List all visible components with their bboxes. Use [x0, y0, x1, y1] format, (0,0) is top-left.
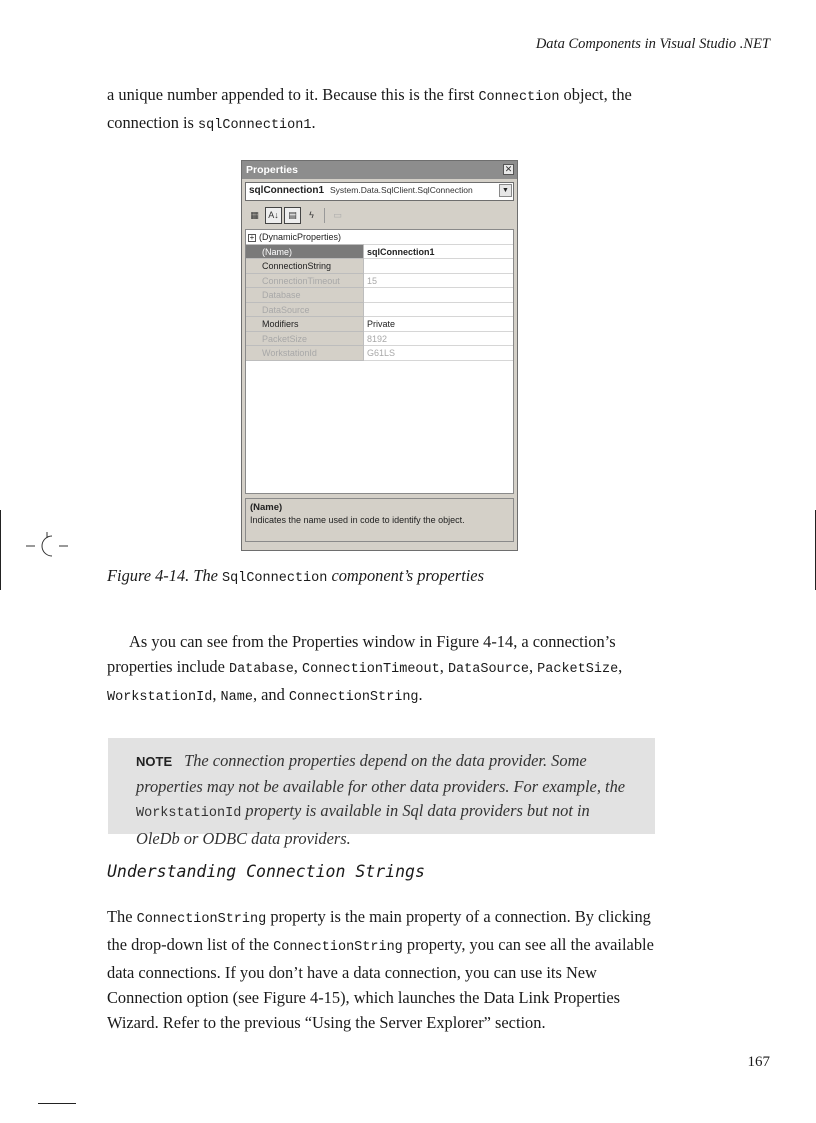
property-name: DataSource [246, 303, 364, 318]
code-term: SqlConnection [222, 571, 328, 586]
property-value [364, 303, 513, 318]
property-name: (Name) [246, 245, 364, 260]
page-number: 167 [747, 1054, 770, 1070]
paragraph-properties: As you can see from the Properties window in Figure 4-14, a connection’s properties include Database, ConnectionTimeout, DataSource, PacketSize, WorkstationId, Name, and ConnectionString. [107, 632, 623, 705]
crop-mark-left [0, 510, 1, 590]
text: The connection properties depend on the data provider. Some properties may not be available for other data providers. For example, the [136, 751, 626, 796]
object-selector[interactable] [245, 182, 514, 201]
crop-mark-bottom [38, 1103, 76, 1104]
property-pages-icon[interactable]: ▭ [333, 209, 342, 220]
property-row-connectionstring[interactable] [246, 259, 513, 274]
text: object, the connection is [107, 85, 632, 132]
text: . [418, 685, 423, 704]
code-term: Connection [478, 90, 560, 105]
properties-toolbar [242, 201, 517, 229]
paragraph-intro [107, 82, 667, 138]
property-row-modifiers[interactable] [246, 317, 513, 332]
text: a unique number appended to it. Because this is the first [107, 85, 479, 104]
text: . [311, 113, 316, 132]
figure-caption [107, 566, 484, 586]
text: property is available in Sql data providers but not in OleDb or ODBC data providers. [136, 801, 590, 848]
text: , and [252, 685, 289, 704]
property-name: Modifiers [246, 317, 364, 332]
chevron-down-icon[interactable]: ▼ [499, 184, 512, 197]
properties-title-bar [242, 161, 517, 179]
object-name: sqlConnection1 [249, 185, 325, 196]
description-title: (Name) [250, 502, 283, 513]
property-row-workstationid[interactable] [246, 346, 513, 361]
code-term: PacketSize [537, 662, 619, 677]
toolbar-divider [324, 208, 325, 223]
properties-icon[interactable]: ▤ [284, 207, 301, 224]
property-row-database[interactable] [246, 288, 513, 303]
properties-window [241, 160, 518, 551]
events-icon[interactable]: ϟ [309, 210, 314, 220]
property-row-name[interactable] [246, 245, 513, 260]
note-box [108, 738, 655, 848]
section-heading: Understanding Connection Strings [107, 862, 425, 881]
expand-icon[interactable]: + [249, 232, 255, 242]
description-text: Indicates the name used in code to identify the object. [250, 515, 465, 525]
text: property is the main property of a connection. By clicking the drop-down list of the [107, 907, 651, 954]
category-row[interactable] [246, 230, 513, 245]
property-value: 8192 [364, 332, 513, 347]
property-grid [245, 229, 514, 494]
property-row-datasource[interactable] [246, 303, 513, 318]
text: component’s properties [327, 566, 484, 585]
property-row-connectiontimeout[interactable] [246, 274, 513, 289]
code-term: Database [228, 662, 294, 677]
text: Figure 4-14. The [107, 566, 223, 585]
property-name: WorkstationId [246, 346, 364, 361]
note-label: NOTE [136, 754, 173, 769]
registration-mark-icon [26, 532, 68, 560]
code-term: ConnectionString [288, 690, 419, 705]
text: The [107, 907, 137, 926]
property-name: ConnectionTimeout [246, 274, 364, 289]
text: property, you can see all the available data connections. If you don’t have a data connection, you can use its New Connection option (see Figure 4-15), which launches the Data Link Properties Wizard. Refer to the previous “Using the Server Explorer” section. [107, 935, 654, 1032]
code-term: ConnectionTimeout [302, 662, 440, 677]
text: As you can see from the Properties window in Figure 4-14, a connection’s properties include [107, 632, 616, 676]
paragraph-connection-string [107, 904, 672, 1035]
property-value: 15 [364, 274, 513, 289]
property-name: ConnectionString [246, 259, 364, 274]
property-value [364, 288, 513, 303]
properties-title: Properties [246, 164, 298, 176]
category-label: (DynamicProperties) [259, 232, 342, 242]
property-value: G61LS [364, 346, 513, 361]
code-term: DataSource [447, 662, 529, 677]
code-term: sqlConnection1 [198, 118, 312, 133]
code-term: WorkstationId [136, 806, 242, 821]
property-row-packetsize[interactable] [246, 332, 513, 347]
code-term: ConnectionString [273, 940, 403, 955]
property-value[interactable]: Private [364, 317, 513, 332]
property-name: PacketSize [246, 332, 364, 347]
code-term: Name [220, 690, 253, 705]
property-value[interactable]: sqlConnection1 [364, 245, 513, 260]
description-pane [245, 498, 514, 542]
code-term: ConnectionString [136, 912, 267, 927]
close-icon[interactable]: ✕ [504, 164, 513, 174]
property-name: Database [246, 288, 364, 303]
object-type: System.Data.SqlClient.SqlConnection [330, 185, 473, 195]
property-value[interactable] [364, 259, 513, 274]
running-head: Data Components in Visual Studio .NET [535, 36, 770, 52]
categorized-icon[interactable]: ▦ [250, 209, 259, 220]
alphabetical-icon[interactable]: A↓ [265, 207, 282, 224]
code-term: WorkstationId [107, 690, 213, 705]
